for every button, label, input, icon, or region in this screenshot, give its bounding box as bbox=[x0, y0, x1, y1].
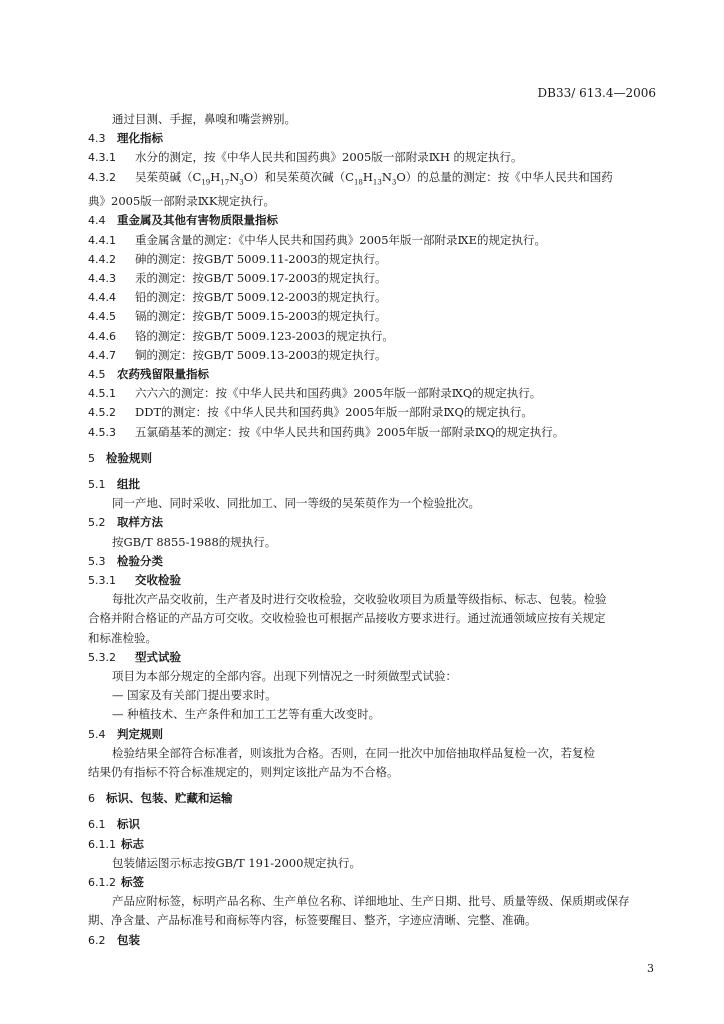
heading-4-3: 4.3 理化指标 bbox=[88, 131, 163, 146]
paragraph: 检验结果全部符合标准者，则该批为合格。否则，在同一批次中加倍抽取样品复检一次，若复检 bbox=[112, 745, 595, 760]
heading-5-3-1: 5.3.1 交收检验 bbox=[88, 572, 181, 587]
heading-6-2: 6.2 包装 bbox=[88, 932, 140, 947]
heading-5-4: 5.4 判定规则 bbox=[88, 726, 163, 741]
paragraph: 包装储运图示标志按GB/T 191-2000规定执行。 bbox=[112, 855, 361, 870]
clause-4-4-1: 4.4.1 重金属含量的测定：《中华人民共和国药典》2005年版一部附录ⅨE的规定执行。 bbox=[88, 232, 547, 247]
paragraph: 产品应附标签，标明产品名称、生产单位名称、详细地址、生产日期、批号、质量等级、保质期或保存 bbox=[112, 894, 630, 909]
clause-4-4-3: 4.4.3 汞的测定：按GB/T 5009.17-2003的规定执行。 bbox=[88, 270, 387, 285]
clause-4-4-6: 4.4.6 铬的测定：按GB/T 5009.123-2003的规定执行。 bbox=[88, 328, 394, 343]
paragraph: 项目为本部分规定的全部内容。出现下列情况之一时须做型式试验： bbox=[112, 668, 457, 683]
clause-4-4-7: 4.4.7 铜的测定：按GB/T 5009.13-2003的规定执行。 bbox=[88, 347, 387, 362]
paragraph: 和标准检验。 bbox=[88, 630, 157, 645]
chapter-5-heading: 5 检验规则 bbox=[88, 450, 152, 465]
heading-6-1: 6.1 标识 bbox=[88, 817, 140, 832]
heading-4-4: 4.4 重金属及其他有害物质限量指标 bbox=[88, 213, 278, 228]
paragraph: 结果仍有指标不符合标准规定的，则判定该批产品为不合格。 bbox=[88, 765, 399, 779]
clause-4-4-5: 4.4.5 镉的测定：按GB/T 5009.15-2003的规定执行。 bbox=[88, 309, 387, 324]
clause-4-5-1: 4.5.1 六六六的测定：按《中华人民共和国药典》2005年版一部附录ⅨQ的规定执行。 bbox=[88, 386, 542, 401]
heading-6-1-2: 6.1.2 标签 bbox=[88, 875, 144, 890]
chapter-6-heading: 6 标识、包装、贮藏和运输 bbox=[88, 791, 233, 806]
clause-4-4-4: 4.4.4 铅的测定：按GB/T 5009.12-2003的规定执行。 bbox=[88, 290, 387, 305]
paragraph: 同一产地、同时采收、同批加工、同一等级的吴茱萸作为一个检验批次。 bbox=[112, 496, 480, 511]
clause-4-3-2-continued: 典》2005版一部附录ⅨK规定执行。 bbox=[88, 194, 275, 209]
heading-5-3-2: 5.3.2 型式试验 bbox=[88, 649, 181, 664]
paragraph: 通过目测、手握，鼻嗅和嘴尝辨别。 bbox=[112, 112, 296, 126]
paragraph: 合格并附合格证的产品方可交收。交收检验也可根据产品接收方要求进行。通过流通领域应按有关规定 bbox=[88, 611, 606, 626]
clause-4-5-3: 4.5.3 五氯硝基苯的测定：按《中华人民共和国药典》2005年版一部附录ⅨQ的规定执行。 bbox=[88, 424, 565, 439]
heading-4-5: 4.5 农药残留限量指标 bbox=[88, 366, 209, 381]
clause-4-5-2: 4.5.2 DDT的测定：按《中华人民共和国药典》2005年版一部附录ⅨQ的规定执行。 bbox=[88, 405, 533, 420]
clause-4-3-1: 4.3.1 水分的测定，按《中华人民共和国药典》2005版一部附录ⅨH 的规定执行。 bbox=[88, 150, 523, 165]
heading-5-1: 5.1 组批 bbox=[88, 476, 140, 491]
list-item: — 种植技术、生产条件和加工工艺等有重大改变时。 bbox=[112, 707, 381, 722]
clause-4-3-2: 4.3.2 吴茱萸碱$(C_{19}H_{17}N_3O)$和吴茱萸次碱$(C_{18}H_{13}N_3O)$的总量的测定：按《中华人民共和国药 bbox=[88, 169, 613, 186]
body-content bbox=[88, 110, 644, 950]
page-number: 3 bbox=[647, 962, 654, 975]
list-item: — 国家及有关部门提出要求时。 bbox=[112, 688, 277, 703]
paragraph: 期、净含量、产品标准号和商标等内容，标签要醒目、整齐，字迹应清晰、完整、准确。 bbox=[88, 913, 537, 928]
standard-code: DB33/ 613.4—2006 bbox=[537, 86, 656, 100]
heading-6-1-1: 6.1.1 标志 bbox=[88, 836, 144, 851]
heading-5-2: 5.2 取样方法 bbox=[88, 515, 163, 530]
paragraph: 每批次产品交收前，生产者及时进行交收检验，交收验收项目为质量等级指标、标志、包装。检验 bbox=[112, 592, 607, 607]
heading-5-3: 5.3 检验分类 bbox=[88, 553, 163, 568]
paragraph: 按GB/T 8855-1988的规执行。 bbox=[112, 534, 277, 549]
clause-4-4-2: 4.4.2 砷的测定：按GB/T 5009.11-2003的规定执行。 bbox=[88, 251, 387, 266]
